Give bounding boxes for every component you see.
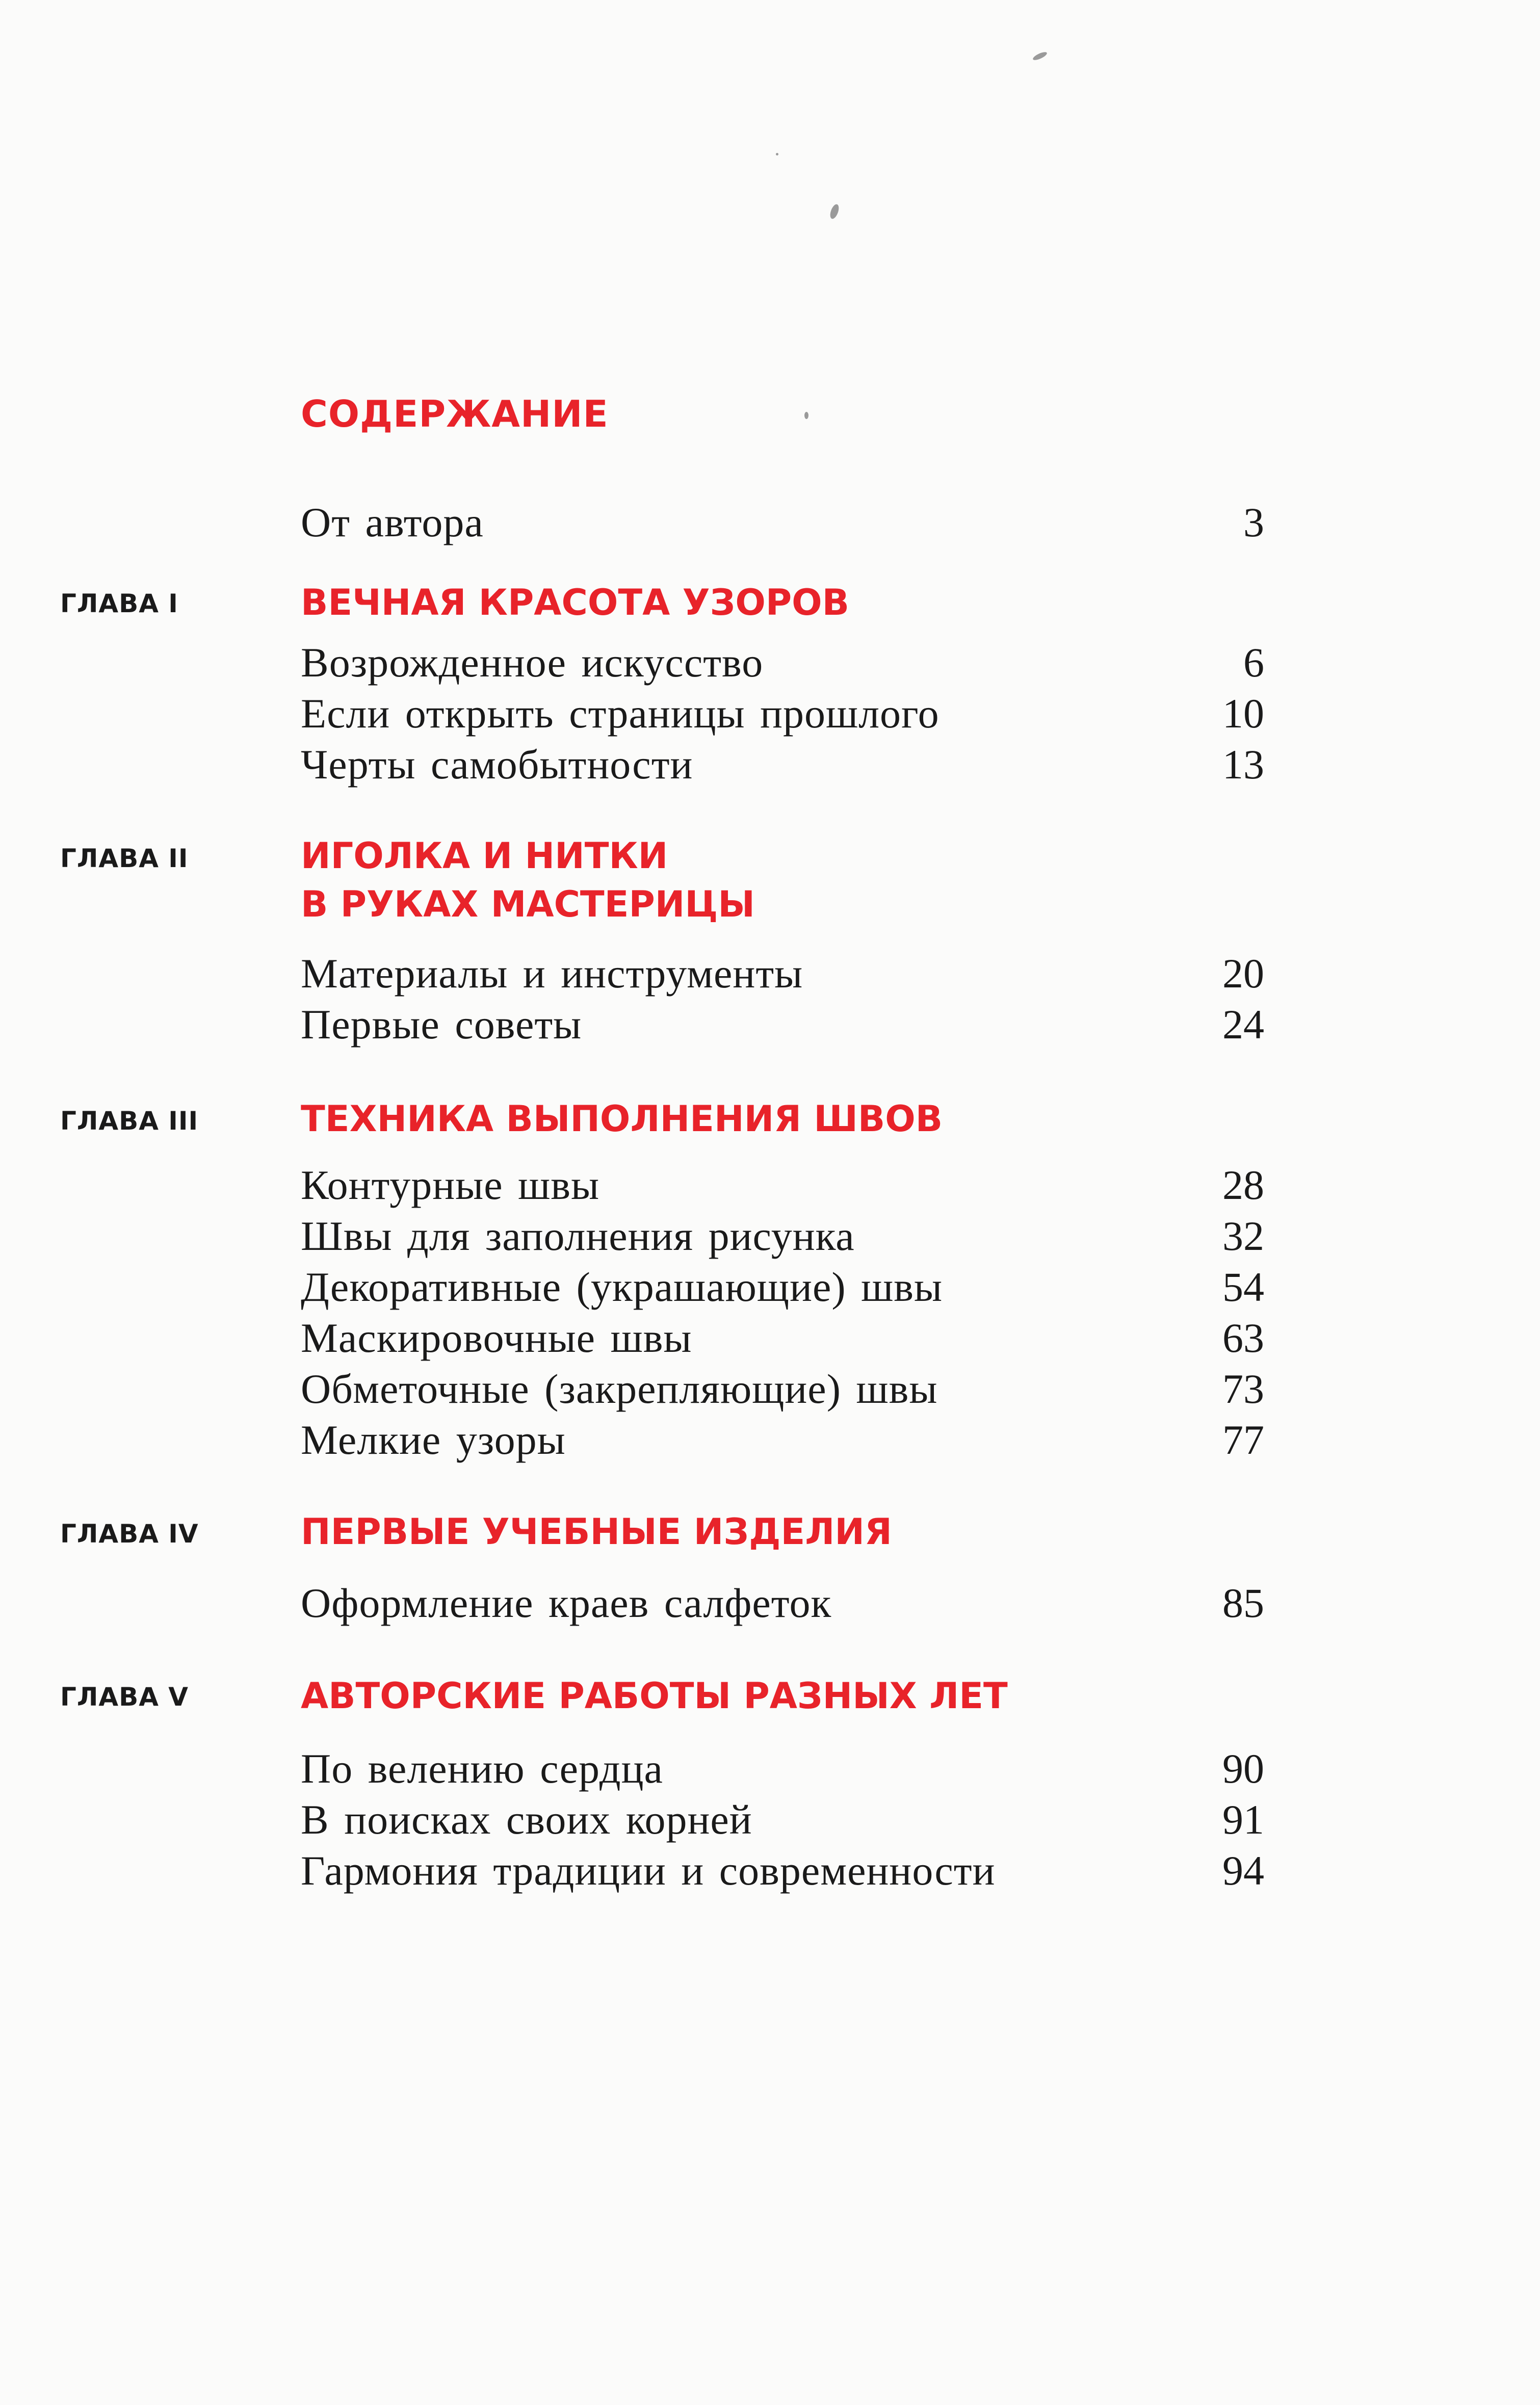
entry-page-number: 20 bbox=[1222, 950, 1264, 997]
entry-page-number: 94 bbox=[1222, 1847, 1264, 1894]
paper-speck bbox=[776, 153, 778, 155]
toc-entry bbox=[301, 1313, 1264, 1364]
chapter-4-label: ГЛАВА IV bbox=[60, 1519, 199, 1549]
chapter-3-label: ГЛАВА III bbox=[60, 1106, 199, 1136]
entry-label: Обметочные (закрепляющие) швы bbox=[301, 1366, 938, 1412]
chapter-1-title: ВЕЧНАЯ КРАСОТА УЗОРОВ bbox=[301, 582, 850, 623]
entry-page-number: 3 bbox=[1243, 499, 1264, 545]
entry-page-number: 77 bbox=[1222, 1417, 1264, 1463]
toc-entry bbox=[301, 1743, 1264, 1794]
toc-entry bbox=[301, 1364, 1264, 1415]
entry-page-number: 90 bbox=[1222, 1745, 1264, 1792]
toc-entry bbox=[301, 1211, 1264, 1262]
toc-entry bbox=[301, 1794, 1264, 1845]
paper-speck bbox=[804, 412, 808, 419]
entry-label: Первые советы bbox=[301, 1001, 582, 1048]
entry-page-number: 28 bbox=[1222, 1162, 1264, 1208]
entry-label: Мелкие узоры bbox=[301, 1417, 566, 1463]
entry-page-number: 91 bbox=[1222, 1796, 1264, 1843]
entry-page-number: 73 bbox=[1222, 1366, 1264, 1412]
chapter-4-title: ПЕРВЫЕ УЧЕБНЫЕ ИЗДЕЛИЯ bbox=[301, 1511, 892, 1553]
entry-label: Если открыть страницы прошлого bbox=[301, 690, 939, 737]
chapter-5-label: ГЛАВА V bbox=[60, 1682, 189, 1712]
chapter-2-label: ГЛАВА II bbox=[60, 844, 189, 873]
entry-page-number: 54 bbox=[1222, 1264, 1264, 1310]
toc-entry bbox=[301, 948, 1264, 999]
entry-page-number: 85 bbox=[1222, 1580, 1264, 1626]
toc-entry bbox=[301, 739, 1264, 790]
entry-label: Маскировочные швы bbox=[301, 1315, 692, 1361]
chapter-2-title-line-1: ИГОЛКА И НИТКИ bbox=[301, 835, 668, 877]
entry-page-number: 10 bbox=[1222, 690, 1264, 737]
entry-page-number: 6 bbox=[1243, 639, 1264, 686]
entry-label: Контурные швы bbox=[301, 1162, 600, 1208]
entry-page-number: 24 bbox=[1222, 1001, 1264, 1048]
entry-label: Швы для заполнения рисунка bbox=[301, 1213, 855, 1259]
chapter-2-title-line-2: В РУКАХ МАСТЕРИЦЫ bbox=[301, 883, 755, 925]
toc-entry bbox=[301, 1845, 1264, 1896]
entry-label: От автора bbox=[301, 499, 484, 545]
toc-entry bbox=[301, 688, 1264, 739]
toc-entry-intro bbox=[301, 497, 1264, 548]
entry-label: Материалы и инструменты bbox=[301, 950, 803, 997]
paper-speck bbox=[828, 203, 840, 220]
chapter-5-title: АВТОРСКИЕ РАБОТЫ РАЗНЫХ ЛЕТ bbox=[301, 1675, 1008, 1717]
toc-title: СОДЕРЖАНИЕ bbox=[301, 393, 609, 435]
toc-entry bbox=[301, 1262, 1264, 1313]
toc-entry bbox=[301, 1578, 1264, 1629]
toc-entry bbox=[301, 1415, 1264, 1466]
entry-label: Оформление краев салфеток bbox=[301, 1580, 832, 1626]
toc-entry bbox=[301, 1160, 1264, 1211]
chapter-3-title: ТЕХНИКА ВЫПОЛНЕНИЯ ШВОВ bbox=[301, 1098, 943, 1140]
entry-label: Гармония традиции и современности bbox=[301, 1847, 996, 1894]
entry-label: По велению сердца bbox=[301, 1745, 663, 1792]
entry-label: Черты самобытности bbox=[301, 741, 693, 788]
toc-entry bbox=[301, 999, 1264, 1050]
entry-page-number: 13 bbox=[1222, 741, 1264, 788]
entry-page-number: 32 bbox=[1222, 1213, 1264, 1259]
chapter-1-label: ГЛАВА I bbox=[60, 589, 178, 618]
toc-entry bbox=[301, 637, 1264, 688]
paper-speck bbox=[1032, 50, 1048, 62]
entry-label: Возрожденное искусство bbox=[301, 639, 764, 686]
entry-label: В поисках своих корней bbox=[301, 1796, 752, 1843]
entry-page-number: 63 bbox=[1222, 1315, 1264, 1361]
entry-label: Декоративные (украшающие) швы bbox=[301, 1264, 943, 1310]
